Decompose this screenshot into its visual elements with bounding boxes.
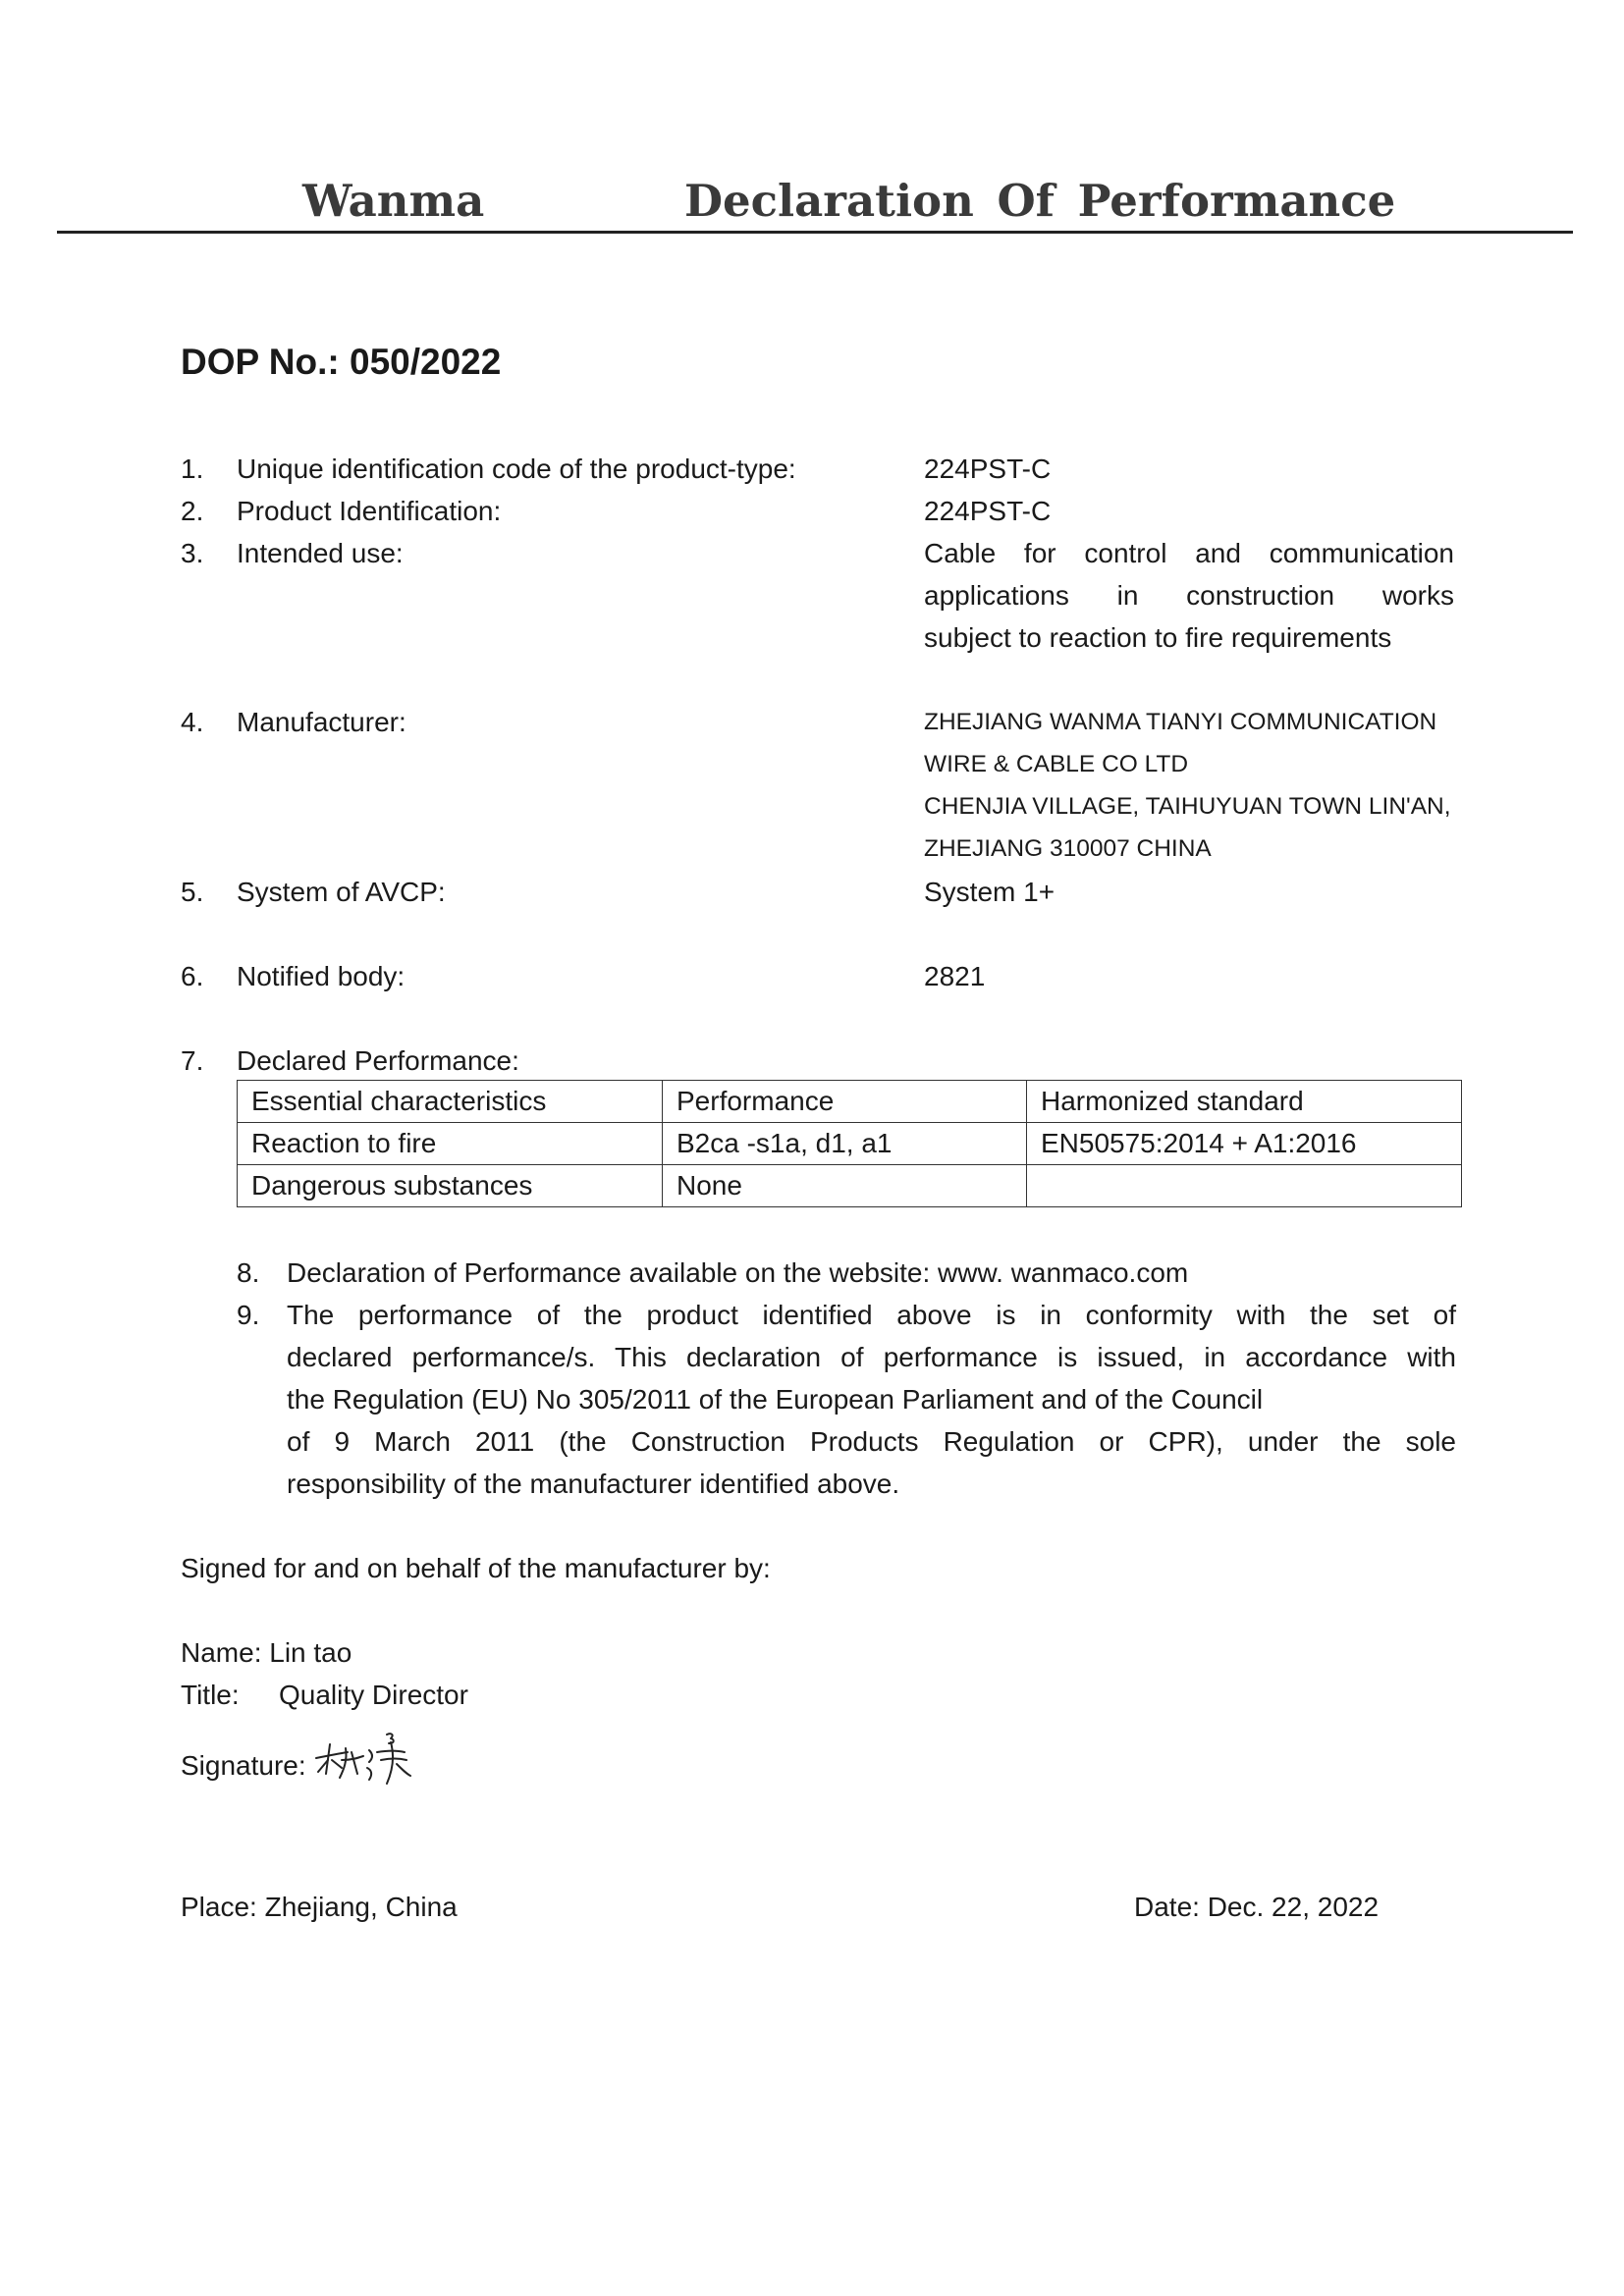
item-label: Manufacturer: [237, 707, 406, 737]
statement-line: of 9 March 2011 (the Construction Products Regulation or CPR), under the sole [287, 1426, 1456, 1457]
item-number: 3. [181, 538, 204, 568]
signed-for-text: Signed for and on behalf of the manufacturer by: [181, 1553, 771, 1583]
document-title: Declaration Of Performance [684, 175, 1396, 227]
statement-line: The performance of the product identified above is in conformity with the set of [287, 1300, 1456, 1330]
statement-line: responsibility of the manufacturer identified above. [287, 1468, 900, 1499]
table-cell: B2ca -s1a, d1, a1 [663, 1123, 1027, 1165]
table-row [238, 1123, 1462, 1165]
place-text: Place: Zhejiang, China [181, 1892, 458, 1922]
item-number: 2. [181, 496, 204, 526]
dop-number: DOP No.: 050/2022 [181, 342, 502, 382]
table-cell: EN50575:2014 + A1:2016 [1027, 1123, 1462, 1165]
manufacturer-line: WIRE & CABLE CO LTD [924, 751, 1189, 777]
item-value: System 1+ [924, 877, 1056, 907]
item-value: 2821 [924, 961, 986, 991]
handwritten-signature [312, 1731, 420, 1789]
item-number: 5. [181, 877, 204, 907]
table-cell: Dangerous substances [238, 1165, 663, 1207]
item-label: Notified body: [237, 961, 406, 991]
header-divider [57, 231, 1573, 234]
item-number: 1. [181, 454, 204, 484]
title-label: Title: [181, 1680, 240, 1710]
item-label: Product Identification: [237, 496, 502, 526]
table-header-cell: Essential characteristics [238, 1081, 663, 1123]
statement-line: Declaration of Performance available on the website: www. wanmaco.com [287, 1257, 1189, 1288]
manufacturer-line: CHENJIA VILLAGE, TAIHUYUAN TOWN LIN'AN, [924, 793, 1451, 820]
statement-body [287, 1252, 1456, 1294]
table-cell: Reaction to fire [238, 1123, 663, 1165]
intended-use-line: applications in construction works [924, 580, 1454, 611]
title-value: Quality Director [279, 1680, 468, 1710]
item-label: Unique identification code of the product-type: [237, 454, 796, 484]
performance-table [237, 1080, 1462, 1207]
statement-number: 9. [237, 1300, 260, 1330]
statement-number: 8. [237, 1257, 260, 1288]
date-text: Date: Dec. 22, 2022 [1134, 1892, 1380, 1922]
manufacturer-line: ZHEJIANG WANMA TIANYI COMMUNICATION [924, 709, 1437, 735]
intended-use-line: Cable for control and communication [924, 538, 1454, 568]
statement-line: the Regulation (EU) No 305/2011 of the European Parliament and of the Council [287, 1384, 1264, 1415]
table-cell [1027, 1165, 1462, 1207]
manufacturer-line: ZHEJIANG 310007 CHINA [924, 835, 1212, 862]
table-row [238, 1165, 1462, 1207]
table-header-cell: Performance [663, 1081, 1027, 1123]
company-brand: Wanma [302, 175, 485, 227]
name-text: Name: Lin tao [181, 1637, 352, 1668]
statement-line: declared performance/s. This declaration of performance is issued, in accordance with [287, 1342, 1456, 1372]
intended-use-value [924, 532, 1454, 659]
item-label: Declared Performance: [237, 1045, 519, 1076]
statement-body [287, 1294, 1456, 1505]
item-label: Intended use: [237, 538, 404, 568]
item-value: 224PST-C [924, 454, 1052, 484]
table-header-cell: Harmonized standard [1027, 1081, 1462, 1123]
item-number: 6. [181, 961, 204, 991]
manufacturer-address [924, 701, 1451, 870]
intended-use-line: subject to reaction to fire requirements [924, 622, 1392, 653]
signature-label: Signature: [181, 1750, 306, 1781]
table-header-row [238, 1081, 1462, 1123]
item-value: 224PST-C [924, 496, 1052, 526]
item-number: 4. [181, 707, 204, 737]
table-cell: None [663, 1165, 1027, 1207]
item-label: System of AVCP: [237, 877, 446, 907]
item-number: 7. [181, 1045, 204, 1076]
